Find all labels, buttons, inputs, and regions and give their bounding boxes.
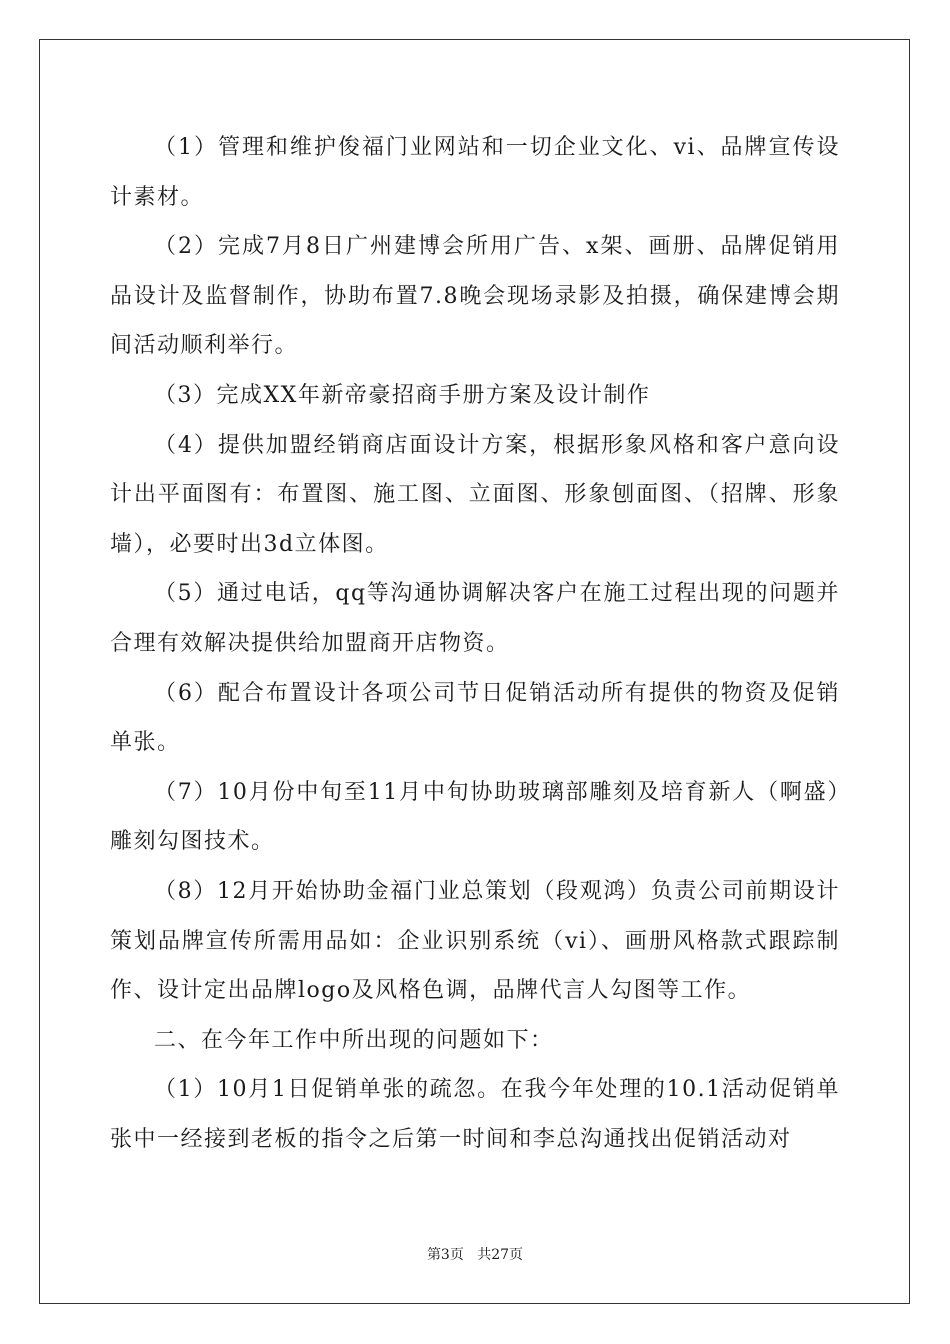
paragraph-1: （1）管理和维护俊福门业网站和一切企业文化、vi、品牌宣传设计素材。: [110, 135, 840, 210]
page-footer: [0, 1244, 950, 1264]
page-total: 共27页: [477, 1247, 524, 1263]
document-body: [110, 123, 840, 1164]
page-number: 第3页: [426, 1247, 464, 1263]
section-heading: 二、在今年工作中所出现的问题如下：: [154, 1027, 554, 1053]
paragraph-9: （1）10月1日促销单张的疏忽。在我今年处理的10.1活动促销单张中一经接到老板的指令之后第一时间和李总沟通找出促销活动对: [110, 1077, 840, 1152]
paragraph-7: （7）10月份中旬至11月中旬协助玻璃部雕刻及培育新人（啊盛）雕刻勾图技术。: [110, 779, 840, 855]
paragraph-6: （6）配合布置设计各项公司节日促销活动所有提供的物资及促销单张。: [110, 680, 840, 756]
paragraph-4: （4）提供加盟经销商店面设计方案，根据形象风格和客户意向设计出平面图有：布置图、施工图、立面图、形象刨面图、（招牌、形象墙），必要时出3d立体图。: [110, 432, 840, 557]
paragraph-8: （8）12月开始协助金福门业总策划（段观鸿）负责公司前期设计策划品牌宣传所需用品如：企业识别系统（vi）、画册风格款式跟踪制作、设计定出品牌logo及风格色调，品牌代言人勾图等工作。: [110, 878, 840, 1004]
paragraph-2: （2）完成7月8日广州建博会所用广告、x架、画册、品牌促销用品设计及监督制作，协助布置7.8晚会现场录影及拍摄，确保建博会期间活动顺利举行。: [110, 234, 840, 359]
paragraph-5: （5）通过电话，qq等沟通协调解决客户在施工过程出现的问题并合理有效解决提供给加盟商开店物资。: [110, 581, 840, 656]
paragraph-3: （3）完成XX年新帝豪招商手册方案及设计制作: [154, 382, 651, 408]
